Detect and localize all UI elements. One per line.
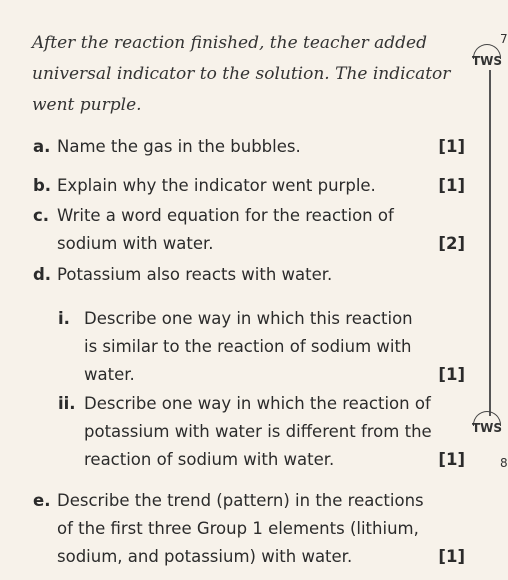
tws-icon-bottom — [470, 407, 504, 437]
question-d-i-line-1: Describe one way in which this reaction — [84, 309, 413, 328]
question-d-i-line-2: is similar to the reaction of sodium with — [84, 337, 412, 356]
question-a-label: a. — [33, 137, 51, 156]
question-d-text: Potassium also reacts with water. — [57, 265, 333, 284]
question-e-line-1: Describe the trend (pattern) in the reactions — [57, 491, 424, 510]
intro-line-3: went purple. — [32, 95, 142, 115]
tws-icon-top — [470, 40, 504, 70]
edge-number-top: 7 — [500, 32, 508, 46]
question-c-label: c. — [33, 206, 50, 225]
question-d-ii-line-1: Describe one way in which the reaction of — [84, 394, 431, 413]
question-a-text: Name the gas in the bubbles. — [57, 137, 301, 156]
question-e-line-2: of the first three Group 1 elements (lithium, — [57, 519, 419, 538]
question-d-ii-label: ii. — [58, 394, 76, 413]
question-d — [33, 261, 332, 289]
question-d-i-line-3: water. — [84, 365, 135, 384]
question-a-mark: [1] — [438, 137, 465, 156]
intro-line-2: universal indicator to the solution. The indicator — [32, 64, 451, 84]
question-b — [33, 172, 376, 200]
question-c-line-1: Write a word equation for the reaction of — [57, 206, 394, 225]
edge-number-bottom: 8 — [500, 456, 508, 470]
question-d-i-label: i. — [58, 309, 70, 328]
question-e-line-3: sodium, and potassium) with water. — [57, 547, 353, 566]
question-e-mark: [1] — [438, 547, 465, 566]
question-d-label: d. — [33, 265, 52, 284]
question-c — [33, 202, 394, 230]
question-c-line-2: sodium with water. — [57, 234, 214, 253]
question-b-label: b. — [33, 176, 52, 195]
intro-paragraph — [32, 28, 452, 121]
question-d-ii-line-3: reaction of sodium with water. — [84, 450, 335, 469]
tws-label-top: TWS — [471, 54, 503, 68]
question-b-text: Explain why the indicator went purple. — [57, 176, 376, 195]
question-a — [33, 133, 301, 161]
question-c-mark: [2] — [438, 234, 465, 253]
tws-label-bottom: TWS — [471, 421, 503, 435]
question-d-i — [58, 305, 413, 333]
question-d-ii-mark: [1] — [438, 450, 465, 469]
question-e-label: e. — [33, 491, 51, 510]
intro-line-1: After the reaction finished, the teacher added — [32, 33, 427, 53]
question-d-i-mark: [1] — [438, 365, 465, 384]
question-d-ii-line-2: potassium with water is different from the — [84, 422, 432, 441]
question-d-ii — [58, 390, 431, 418]
question-b-mark: [1] — [438, 176, 465, 195]
sidebar-divider — [489, 70, 491, 416]
question-e — [33, 487, 424, 515]
